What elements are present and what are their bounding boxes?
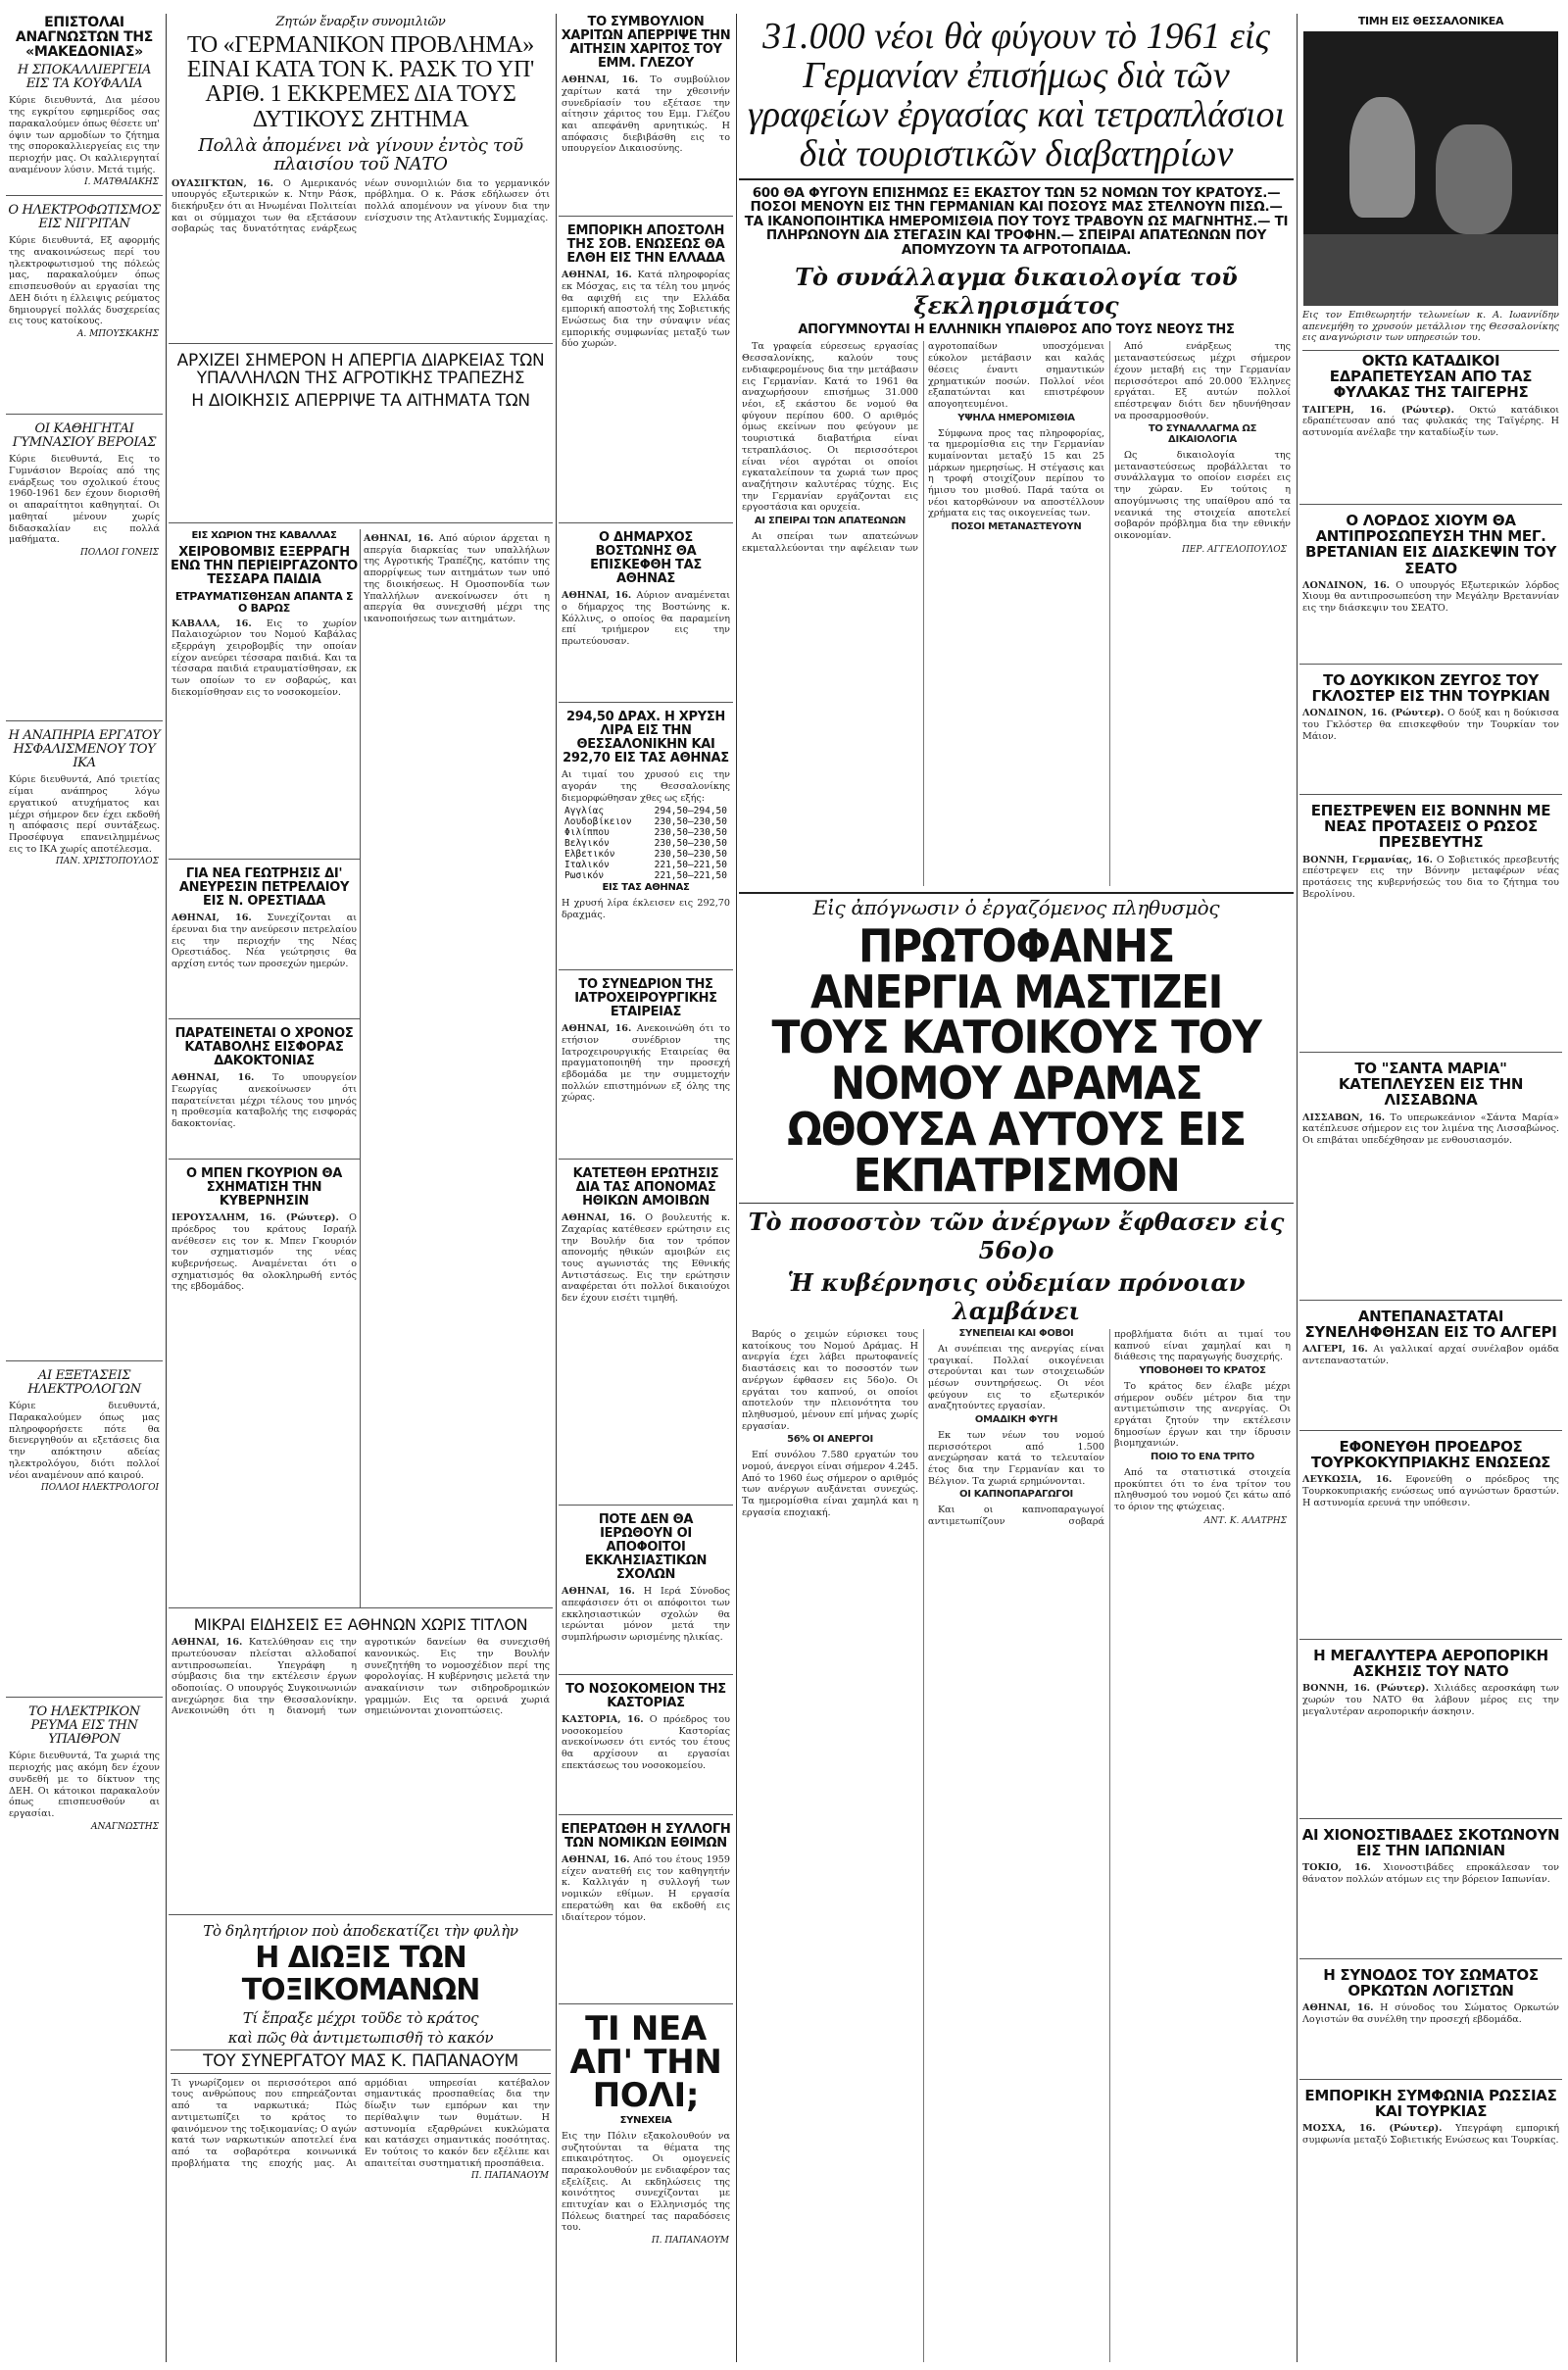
gold-rate-row [564, 870, 727, 881]
two-column-block [169, 529, 553, 1608]
article-signature: ΠΑΝ. ΧΡΙΣΤΟΠΟΥΛΟΣ [55, 857, 159, 867]
article-body: Ανεκοινώθη ότι το ετήσιον συνέδριον της Ιατροχειρουργικής Εταιρείας θα πραγματοποιηθή την προσεχή εβδομάδα με την συμμετοχήν πολλών επιστημόνων εξ όλης της χώρας. [562, 1023, 730, 1104]
article-subtitle: ΕΤΡΑΥΜΑΤΙΣΘΗΣΑΝ ΑΠΑΝΤΑ Σ Ο ΒΑΡΩΣ [174, 589, 354, 615]
article-signature: Π. ΠΑΠΑΝΑΟΥΜ [651, 2236, 729, 2247]
article-title: Η ΔΙΩΞΙΣ ΤΩΝ ΤΟΞΙΚΟΜΑΝΩΝ [241, 1941, 480, 2007]
article-subtitle: Τί ἔπραξε μέχρι τοῦδε τὸ κράτος [242, 2008, 479, 2027]
question-article [559, 1165, 733, 1506]
article-title: ΤΟ ΝΟΣΟΚΟΜΕΙΟΝ ΤΗΣ ΚΑΣΤΟΡΙΑΣ [565, 1682, 726, 1711]
article-dateline: ΛΕΥΚΩΣΙΑ, 16. [1302, 1474, 1393, 1486]
drama-sub2: Ἡ κυβέρνησις οὐδεμίαν πρόνοιαν λαμβάνει [787, 1268, 1246, 1326]
article-body: Οκτώ κατάδικοι εδραπέτευσαν από τας φυλακάς της Ταϊγέρης. Η αστυνομία ανέλαβε την καταδίωξίν των. [1302, 404, 1559, 438]
photo-title: ΤΙΜΗ ΕΙΣ ΘΕΣΣΑΛΟΝΙΚΕΑ [1357, 15, 1504, 27]
article-body: Κύριε διευθυντά, Εις το Γυμνάσιον Βεροίας από της ενάρξεως του σχολικού έτους 1960-1961 δεν έχουν διορισθή οι απαραίτητοι καθηγηταί. Οι μαθηταί μένουν χωρίς διδασκαλίαν εις πολλά μαθήματα. [9, 454, 160, 546]
article-body: Χιονοστιβάδες επροκάλεσαν τον θάνατον πολλών ατόμων εις την βόρειον Ιαπωνίαν. [1302, 1862, 1559, 1886]
letter-article [6, 420, 163, 721]
article-dateline: ΑΘΗΝΑΙ, 16. [172, 1637, 243, 1649]
main-deck: 600 ΘΑ ΦΥΓΟΥΝ ΕΠΙΣΗΜΩΣ ΕΞ ΕΚΑΣΤΟΥ ΤΩΝ 52 ΝΟΜΩΝ ΤΟΥ ΚΡΑΤΟΥΣ.— ΠΟΣΟΙ ΜΕΝΟΥΝ ΕΙΣ ΤΗΝ ΓΕΡΜΑΝΙΑΝ ΚΑΙ ΠΟΣΟΥΣ ΜΑΣ ΣΤΕΛΝΟΥΝ ΠΙΣΩ.— ΤΑ ΙΚΑΝΟΠΟΙΗΤΙΚΑ ΗΜΕΡΟΜΙΣΘΙΑ ΠΟΥ ΤΟΥΣ ΤΡΑΒΟΥΝ ΩΣ ΜΑΓΝΗΤΗΣ.— ΤΙ ΠΛΗΡΩΝΟΥΝ ΔΙΑ ΣΤΕΓΑΣΙΝ ΚΑΙ ΤΡΟΦΗΝ.— ΣΠΕΙΡΑΙ ΑΠΑΤΕΩΝΩΝ ΠΟΥ ΑΠΟΜΥΖΟΥΝ ΤΑ ΑΓΡΟΤΟΠΑΙΔΑ. [744, 184, 1289, 258]
main-section-title: ΤΟ ΣΥΝΑΛΛΑΓΜΑ ΩΣ ΔΙΚΑΙΟΛΟΓΙΑ [1148, 423, 1257, 446]
article-signature: Ι. ΜΑΤΘΑΙΑΚΗΣ [84, 177, 159, 188]
drama-sub1: Τὸ ποσοστὸν τῶν ἀνέργων ἔφθασεν εἰς 56ο)ο [739, 1203, 1294, 1264]
main-paragraph: Αι σπείραι των απατεώνων εκμεταλλεύονται την αφέλειαν των αγροτοπαίδων υποσχόμεναι εύκολον μετάβασιν και καλάς θέσεις έναντι σημαντικών χρηματικών ποσών. Πολλοί νέοι εξαπατώνται και επιστρέφουν απογοητευμένοι. [742, 341, 1104, 554]
drama-signature: ΑΝΤ. Κ. ΑΛΑΤΡΗΣ [1203, 1515, 1287, 1526]
letter-article [6, 14, 163, 196]
article-body: Η Ιερά Σύνοδος απεφάσισεν ότι οι απόφοιτοι των εκκλησιαστικών σχολών θα ιερώνται μόνον μετά την συμπλήρωσιν ωρισμένης ηλικίας. [562, 1586, 730, 1643]
article-kicker: Ζητών ἔναρξιν συνομιλιῶν [275, 15, 446, 29]
article-title: ΤΙ ΝΕΑ ΑΠ' ΤΗΝ ΠΟΛΙ; [569, 2010, 722, 2115]
article-body: Κύριε διευθυντά, Από τριετίας είμαι ανάπηρος λόγω εργατικού ατυχήματος και μέχρι σήμερον δεν έχει εκδοθή η απόφασις περί συντάξεως. Προσέφυγα επανειλημμένως εις το ΙΚΑ χωρίς αποτέλεσμα. [9, 774, 160, 855]
gold-rate-name: Ελβετικόν [564, 849, 615, 861]
grenade-article [169, 529, 360, 860]
dakoktonia-article [169, 1025, 360, 1160]
article-body: Αι γαλλικαί αρχαί συνέλαβον ομάδα αντεπαναστατών. [1302, 1344, 1559, 1367]
article-dateline: ΑΘΗΝΑΙ, 16. [562, 1586, 635, 1598]
article-title: ΑΙ ΧΙΟΝΟΣΤΙΒΑΔΕΣ ΣΚΟΤΩΝΟΥΝ ΕΙΣ ΤΗΝ ΙΑΠΩΝΙΑΝ [1301, 1825, 1560, 1860]
article-dateline: ΑΘΗΝΑΙ, 16. [562, 590, 632, 602]
gold-rate-value: 230,50—230,50 [654, 816, 727, 828]
article-dateline: ΑΘΗΝΑΙ, 16. [562, 270, 632, 281]
main-paragraph: Σύμφωνα προς τας πληροφορίας, τα ημερομίσθια εις την Γερμανίαν κυμαίνονται μεταξύ 15 και 25 μάρκων ημερησίως. Η στέγασις και η τροφή στοιχίζουν περίπου το ήμισυ του μισθού. Παρά ταύτα οι νέοι κατορθώνουν να αποστέλλουν χρήματα εις τας οικογενείας των. [928, 427, 1104, 519]
newspaper-page [6, 14, 1562, 2362]
nato-exercise-article [1299, 1646, 1562, 1819]
article-body: Χιλιάδες αεροσκάφη των χωρών του ΝΑΤΟ θα λάβουν μέρος εις την μεγαλυτέραν αεροπορικήν άσκησιν. [1302, 1683, 1559, 1717]
article-title: ΚΑΤΕΤΕΘΗ ΕΡΩΤΗΣΙΣ ΔΙΑ ΤΑΣ ΑΠΟΝΟΜΑΣ ΗΘΙΚΩΝ ΑΜΟΙΒΩΝ [572, 1166, 719, 1210]
article-body: Ο δούξ και η δούκισσα του Γκλόστερ θα επισκεφθούν την Τουρκίαν τον Μάιον. [1302, 708, 1559, 742]
article-dateline: ΙΕΡΟΥΣΑΛΗΜ, 16. (Ρώυτερ). [172, 1212, 339, 1224]
oil-article [169, 865, 360, 1019]
article-title: ΕΜΠΟΡΙΚΗ ΑΠΟΣΤΟΛΗ ΤΗΣ ΣΟΒ. ΕΝΩΣΕΩΣ ΘΑ ΕΛΘΗ ΕΙΣ ΤΗΝ ΕΛΛΑΔΑ [566, 223, 725, 267]
gold-rate-name: Βελγικόν [564, 838, 610, 850]
gold-rate-name: Ιταλικόν [564, 860, 610, 871]
article-dateline: ΒΟΝΝΗ, 16. (Ρώυτερ). [1302, 1683, 1429, 1695]
algeria-article [1299, 1307, 1562, 1431]
column-rule [1297, 14, 1298, 2362]
article-title: Η ΜΕΓΑΛΥΤΕΡΑ ΑΕΡΟΠΟΡΙΚΗ ΑΣΚΗΣΙΣ ΤΟΥ ΝΑΤΟ [1313, 1646, 1548, 1681]
soviet-trade-article [559, 222, 733, 523]
drugs-article [169, 1921, 553, 2189]
drama-section-title: 56% ΟΙ ΑΝΕΡΓΟΙ [787, 1434, 873, 1446]
article-body: Ο υπουργός Εξωτερικών λόρδος Χιουμ θα αντιπροσωπεύση την Μεγάλην Βρεταννίαν εις την διάσκεψιν του ΣΕΑΤΟ. [1302, 579, 1559, 615]
article-dateline: ΜΟΣΧΑ, 16. (Ρώυτερ). [1302, 2123, 1443, 2135]
main-body [742, 341, 1291, 886]
drama-section-title: ΠΟΙΟ ΤΟ ΕΝΑ ΤΡΙΤΟ [1151, 1452, 1254, 1463]
drama-article [739, 892, 1294, 2362]
gold-rate-name: Φιλίππου [564, 827, 610, 839]
drama-kicker: Εἰς ἀπόγνωσιν ὁ ἐργαζόμενος πληθυσμὸς [812, 896, 1220, 919]
letter-article [6, 727, 163, 1361]
drama-paragraph: Αι συνέπειαι της ανεργίας είναι τραγικαί. Πολλαί οικογένειαι στερούνται και των στοιχειωδών μέσων συντηρήσεως. Οι νέοι φεύγουν εις το εξωτερικόν αναζητούντες εργασίαν. [928, 1343, 1104, 1412]
article-body: Υπεγράφη εμπορική συμφωνία μεταξύ Σοβιετικής Ενώσεως και Τουρκίας. [1302, 2123, 1559, 2147]
main-paragraph: Τα γραφεία εύρεσεως εργασίας Θεσσαλονίκης, καλούν τους ενδιαφερομένους δια την μετάβασιν εις Γερμανίαν. Κατά το 1961 θα αναχωρήσουν επισήμως 31.000 νέοι, εξ εκάστου δε νομού θα φύγουν περίπου 600. Ο αριθμός όμως εκείνων που φεύγουν με τουριστικά διαβατήρια είναι τετραπλάσιος. Οι περισσότεροι είναι νέοι αγρόται οι οποίοι εγκαταλείπουν τα χωριά των προς αναζήτησιν καλυτέρας τύχης. Εις την Γερμανίαν εργάζονται εις εργοστάσια και ορυχεία. [742, 341, 918, 514]
main-paragraph: Από ενάρξεως της μεταναστεύσεως μέχρι σήμερον έχουν μεταβή εις την Γερμανίαν περισσότεροι από 20.000 Έλληνες εργάται. Εξ αυτών πολλοί επέστρεψαν διότι δεν ηδυνήθησαν να προσαρμοσθούν. [1114, 341, 1291, 421]
main-subheadline: Τὸ συνάλλαγμα δικαιολογία τοῦ ξεκληρισμάτος [795, 263, 1238, 321]
gold-price-article [559, 709, 733, 970]
drama-section-title: ΟΙ ΚΑΠΝΟΠΑΡΑΓΩΓΟΙ [959, 1489, 1073, 1501]
hospital-article [559, 1681, 733, 1815]
article-kicker: ΣΥΝΕΧΕΙΑ [619, 2115, 672, 2126]
main-subheadline-2: ΑΠΟΓΥΜΝΟΥΤΑΙ Η ΕΛΛΗΝΙΚΗ ΥΠΑΙΘΡΟΣ ΑΠΟ ΤΟΥΣ ΝΕΟΥΣ ΤΗΣ [798, 322, 1235, 338]
article-dateline: ΛΟΝΔΙΝΟΝ, 16. (Ρώυτερ). [1302, 708, 1445, 719]
article-kicker: ΕΙΣ ΧΩΡΙΟΝ ΤΗΣ ΚΑΒΑΛΛΑΣ [191, 530, 337, 541]
article-title: ΑΝΤΕΠΑΝΑΣΤΑΤΑΙ ΣΥΝΕΛΗΦΘΗΣΑΝ ΕΙΣ ΤΟ ΑΛΓΕΡΙ [1304, 1307, 1557, 1342]
article-title: Ο ΔΗΜΑΡΧΟΣ ΒΟΣΤΩΝΗΣ ΘΑ ΕΠΙΣΚΕΦΘΗ ΤΑΣ ΑΘΗΝΑΣ [590, 530, 702, 587]
avalanche-article [1299, 1825, 1562, 1959]
article-body: Το υπερωκεάνιον «Σάντα Μαρία» κατέπλευσε σήμερον εις τον λιμένα της Λισσαβώνος. Οι επιβάται υπεδέχθησαν με ενθουσιασμόν. [1302, 1111, 1559, 1146]
glezos-article [559, 14, 733, 217]
article-body: Κύριε διευθυντά, Τα χωριά της περιοχής μας ακόμη δεν έχουν συνδεθή με το δίκτυον της ΔΕΗ. Οι κάτοικοι παρακαλούν όπως επισπευσθούν αι εργασίαι. [9, 1751, 160, 1819]
drama-section-title: ΥΠΟΒΟΗΘΕΙ ΤΟ ΚΡΑΤΟΣ [1139, 1365, 1266, 1377]
ben-gurion-article [169, 1165, 360, 1299]
gloucester-article [1299, 670, 1562, 795]
drama-paragraph: Και οι καπνοπαραγωγοί αντιμετωπίζουν σοβαρά προβλήματα διότι αι τιμαί του καπνού είναι χαμηλαί και η διάθεσις της παραγωγής δυσχερής. [928, 1329, 1291, 1527]
article-subhead: ΕΙΣ ΤΑΣ ΑΘΗΝΑΣ [602, 882, 690, 894]
gold-rates-table [564, 806, 727, 881]
article-body: Κύριε διευθυντά, Εξ αφορμής της ανακοινώσεως περί του ηλεκτροφωτισμού της πόλεώς μας, παρακαλούμεν όπως επισπευσθούν αι εργασίαι της ΔΕΗ διότι η έλλειψις ρεύματος δημιουργεί πολλάς δυσχερείας εις τους κατοίκους. [9, 235, 160, 327]
gold-rate-name: Αγγλίας [564, 806, 605, 817]
article-dateline: ΑΘΗΝΑΙ, 16. [562, 1854, 630, 1866]
column-rule [736, 14, 737, 2362]
gold-rate-name: Ρωσικόν [564, 870, 605, 882]
rusk-article [169, 14, 553, 344]
article-body: Ο πρόεδρος του νοσοκομείου Καστορίας ανεκοίνωσεν ότι εντός του έτους θα αρχίσουν αι εργασίαι επεκτάσεως του νοσοκομείου. [562, 1714, 730, 1771]
article-signature: Π. ΠΑΠΑΝΑΟΥΜ [470, 2171, 549, 2182]
article-title: ΓΙΑ ΝΕΑ ΓΕΩΤΡΗΣΙΣ ΔΙ' ΑΝΕΥΡΕΣΙΝ ΠΕΤΡΕΛΑΙΟΥ ΕΙΣ Ν. ΟΡΕΣΤΙΑΔΑ [178, 866, 350, 910]
trade-agreement-article [1299, 2086, 1562, 2152]
article-body: Η σύνοδος του Σώματος Ορκωτών Λογιστών θα συνέλθη την προσεχή εβδομάδα. [1302, 2002, 1559, 2026]
article-title: Η ΑΝΑΠΗΡΙΑ ΕΡΓΑΤΟΥ ΗΣΦΑΛΙΣΜΕΝΟΥ ΤΟΥ ΙΚΑ [8, 728, 161, 771]
drama-paragraph: Εκ των νέων του νομού περισσότεροι από 1.500 ανεχώρησαν κατά το τελευταίον έτος δια την Γερμανίαν και το Βέλγιον. Τα χωριά ερημώνονται. [928, 1429, 1104, 1487]
article-body: Από αύριον άρχεται η απεργία διαρκείας των υπαλλήλων της Αγροτικής Τραπέζης, κατόπιν της απορρίψεως των αιτημάτων των υπό της διοικήσεως. Η Ομοσπονδία των Υπαλλήλων ανεκοίνωσεν ότι η απεργία θα συνεχισθή μέχρι της ικανοποιήσεως των αιτημάτων. [364, 533, 550, 624]
article-body: Η χρυσή λίρα έκλεισεν εις 292,70 δραχμάς. [562, 898, 730, 920]
news-photo [1303, 31, 1558, 306]
main-signature: ΠΕΡ. ΑΓΓΕΛΟΠΟΥΛΟΣ [1181, 544, 1287, 555]
article-title: ΟΙ ΚΑΘΗΓΗΤΑΙ ΓΥΜΝΑΣΙΟΥ ΒΕΡΟΙΑΣ [12, 421, 157, 451]
news-column-2 [169, 14, 553, 2362]
article-title: ΕΜΠΟΡΙΚΗ ΣΥΜΦΩΝΙΑ ΡΩΣΣΙΑΣ ΚΑΙ ΤΟΥΡΚΙΑΣ [1304, 2086, 1557, 2121]
article-subtitle: Πολλὰ ἀπομένει νὰ γίνουν ἐντὸς τοῦ πλαισίου τοῦ ΝΑΤΟ [198, 134, 523, 175]
santa-maria-article [1299, 1059, 1562, 1301]
news-column-6 [1299, 14, 1562, 2362]
news-column-3 [559, 14, 733, 2362]
article-title: Η ΣΥΝΟΔΟΣ ΤΟΥ ΣΩΜΑΤΟΣ ΟΡΚΩΤΩΝ ΛΟΓΙΣΤΩΝ [1323, 1965, 1539, 2000]
article-body: Ο Αμερικανός υπουργός εξωτερικών κ. Ντην Ράσκ, διεκήρυξεν ότι αι Ηνωμέναι Πολιτείαι και οι σύμμαχοι των θα εξετάσουν σοβαρώς τας δυνατότητας ενάρξεως νέων συνομιλιών δια το γερμανικόν πρόβλημα. Ο κ. Ράσκ εδήλωσεν ότι πολλά απομένουν να γίνουν δια την ενίσχυσιν της Ατλαντικής Συμμαχίας. [172, 177, 550, 235]
gold-rate-value: 230,50—230,50 [654, 827, 727, 839]
article-dateline: ΚΑΒΑΛΑ, 16. [172, 617, 252, 629]
photo-floor [1303, 234, 1558, 306]
ambassador-article [1299, 801, 1562, 1053]
article-title: ΕΦΟΝΕΥΘΗ ΠΡΟΕΔΡΟΣ ΤΟΥΡΚΟΚΥΠΡΙΑΚΗΣ ΕΝΩΣΕΩΣ [1310, 1437, 1551, 1472]
photo-caption: Εις τον Επιθεωρητήν τελωνείων κ. Α. Ιωαννίδην απενεμήθη το χρυσούν μετάλλιον της Θεσσαλονίκης εις αναγνώρισιν των υπηρεσιών του. [1302, 310, 1559, 351]
boston-mayor-article [559, 529, 733, 703]
main-section-title: ΑΙ ΣΠΕΙΡΑΙ ΤΩΝ ΑΠΑΤΕΩΝΩΝ [754, 516, 906, 527]
article-subtitle: καὶ πῶς θὰ ἀντιμετωπισθῆ τὸ κακόν [227, 2029, 494, 2048]
gold-rate-value: 230,50—230,50 [654, 849, 727, 861]
gold-rate-value: 221,50—221,50 [654, 860, 727, 871]
gold-rate-row [564, 838, 727, 849]
article-title: Ο ΜΠΕΝ ΓΚΟΥΡΙΟΝ ΘΑ ΣΧΗΜΑΤΙΣΗ ΤΗΝ ΚΥΒΕΡΝΗΣΙΝ [185, 1166, 343, 1210]
article-signature: ΑΝΑΓΝΩΣΤΗΣ [90, 1821, 159, 1832]
article-title: ΤΟ «ΓΕΡΜΑΝΙΚΟΝ ΠΡΟΒΛΗΜΑ» ΕΙΝΑΙ ΚΑΤΑ ΤΟΝ Κ. ΡΑΣΚ ΤΟ ΥΠ' ΑΡΙΘ. 1 ΕΚΚΡΕΜΕΣ ΔΙΑ ΤΟΥΣ ΔΥΤΙΚΟΥΣ ΖΗΤΗΜΑ [186, 32, 535, 132]
main-paragraph: Ως δικαιολογία της μεταναστεύσεως προβάλλεται το συνάλλαγμα το οποίον εισρέει εις την χώραν. Εν τούτοις η απογύμνωσις της υπαίθρου από τα νεανικά της στοιχεία αποτελεί σοβαρόν πρόβλημα δια την εθνικήν οικονομίαν. [1114, 450, 1291, 541]
article-title: ΠΑΡΑΤΕΙΝΕΤΑΙ Ο ΧΡΟΝΟΣ ΚΑΤΑΒΟΛΗΣ ΕΙΣΦΟΡΑΣ ΔΑΚΟΚΤΟΝΙΑΣ [174, 1026, 354, 1069]
drama-headline: ΠΡΩΤΟΦΑΝΗΣ ΑΝΕΡΓΙΑ ΜΑΣΤΙΖΕΙ ΤΟΥΣ ΚΑΤΟΙΚΟΥΣ ΤΟΥ ΝΟΜΟΥ ΔΡΑΜΑΣ ΩΘΟΥΣΑ ΑΥΤΟΥΣ ΕΙΣ ΕΚΠΑΤΡΙΣΜΟΝ [771, 918, 1261, 1203]
drama-paragraph: Βαρύς ο χειμών εύρισκει τους κατοίκους του Νομού Δράμας. Η ανεργία έχει λάβει πρωτοφανείς διαστάσεις και το ποσοστόν των ανέργων έφθασεν εις 56ο)ο. Οι εργάται του καπνού, οι οποίοι αποτελούν την πλειονότητα του πληθυσμού, μένουν επί μήνας χωρίς εργασίαν. [742, 1329, 918, 1432]
article-subtitle: Η ΣΠΟΚΑΛΛΙΕΡΓΕΙΑ ΕΙΣ ΤΑ ΚΟΥΦΑΛΙΑ [17, 63, 152, 92]
article-body: Κύριε διευθυντά, Παρακαλούμεν όπως μας πληροφορήσετε πότε θα διενεργηθούν αι εξετάσεις δια την απόκτησιν αδείας ηλεκτρολόγου, διότι πολλοί νέοι αναμένουν από καιρού. [9, 1401, 160, 1481]
customs-article [559, 1821, 733, 2004]
short-news-article [169, 1614, 553, 1915]
article-byline: ΤΟΥ ΣΥΝΕΡΓΑΤΟΥ ΜΑΣ Κ. ΠΑΠΑΝΑΟΥΜ [171, 2049, 551, 2073]
article-dateline: ΛΟΝΔΙΝΟΝ, 16. [1302, 579, 1390, 591]
strike-article [169, 350, 553, 523]
article-dateline: ΤΑΙΓΕΡΗ, 16. (Ρώυτερ). [1302, 404, 1454, 416]
article-body: Εις το χωρίον Παλαιοχώριον του Νομού Καβάλας εξερράγη χειροβομβίς την οποίαν είχον ανεύρει τέσσαρα παιδιά. Και τα τέσσαρα παιδιά ετραυματίσθησαν, εκ των οποίων το εν σοβαρώς, και διεκομίσθησαν εις το νοσοκομείον. [172, 617, 357, 698]
gold-rate-value: 230,50—230,50 [654, 838, 727, 850]
article-body: Το συμβούλιον χαρίτων κατά την χθεσινήν συνεδρίασίν του εξέτασε την αίτησιν χάριτος του Εμμ. Γλέζου και απεφάνθη αρνητικώς. Η απόφασις διεβιβάσθη εις το υπουργείον Δικαιοσύνης. [562, 74, 730, 155]
article-title: 294,50 ΔΡΑΧ. Η ΧΡΥΣΗ ΛΙΡΑ ΕΙΣ ΤΗΝ ΘΕΣΣΑΛΟΝΙΚΗΝ ΚΑΙ 292,70 ΕΙΣ ΤΑΣ ΑΘΗΝΑΣ [563, 710, 729, 766]
ordination-article [559, 1511, 733, 1675]
article-dateline: ΤΟΚΙΟ, 16. [1302, 1862, 1371, 1874]
congress-article [559, 976, 733, 1160]
article-title: ΤΟ "ΣΑΝΤΑ ΜΑΡΙΑ" ΚΑΤΕΠΛΕΥΣΕΝ ΕΙΣ ΤΗΝ ΛΙΣΣΑΒΩΝΑ [1338, 1059, 1524, 1110]
article-body: Αι τιμαί του χρυσού εις την αγοράν της Θεσσαλονίκης διεμορφώθησαν χθες ως εξής: [562, 769, 730, 804]
article-title: ΠΟΤΕ ΔΕΝ ΘΑ ΙΕΡΩΘΟΥΝ ΟΙ ΑΠΟΦΟΙΤΟΙ ΕΚΚΛΗΣΙΑΣΤΙΚΩΝ ΣΧΟΛΩΝ [584, 1512, 708, 1583]
drama-paragraph: Επί συνόλου 7.580 εργατών του νομού, άνεργοι είναι σήμερον 4.245. Από το 1960 έως σήμερον ο αριθμός των ανέργων αυξάνεται συνεχώς. Τα ημερομίσθια είναι χαμηλά και η εργασία εποχιακή. [742, 1450, 918, 1518]
photo-figure [1436, 124, 1512, 234]
drama-paragraph: Το κράτος δεν έλαβε μέχρι σήμερον ουδέν μέτρον δια την αντιμετώπισιν της ανεργίας. Οι εργάται ζητούν την εκτέλεσιν δημοσίων έργων και την ίδρυσιν βιομηχανιών. [1114, 1380, 1291, 1450]
article-body: Τι γνωρίζομεν οι περισσότεροι από τους ανθρώπους που επηρεάζονται από τα ναρκωτικά; Πώς αντιμετωπίζει το κράτος το φαινόμενον της τοξικομανίας; Ο αγών κατά των ναρκωτικών αποτελεί ένα από τα σοβαρότερα κοινωνικά προβλήματα της εποχής μας. Αι αρμόδιαι υπηρεσίαι κατέβαλον σημαντικάς προσπαθείας δια την δίωξιν των εμπόρων και την περίθαλψιν των θυμάτων. Η αστυνομία εξαρθρώνει κυκλώματα και κατάσχει σημαντικάς ποσότητας. Εν τούτοις το κακόν δεν εξέλιπε και απαιτείται συστηματική προσπάθεια. [172, 2077, 550, 2169]
accountants-article [1299, 1965, 1562, 2080]
gold-rate-value: 221,50—221,50 [654, 870, 727, 882]
article-dateline: ΒΟΝΝΗ, Γερμανίας, 16. [1302, 854, 1433, 865]
article-body: Συνεχίζονται αι έρευναι δια την ανεύρεσιν πετρελαίου εις την περιοχήν της Νέας Ορεστιάδος. Νέα γεώτρησις θα αρχίση εντός των προσεχών ημερών. [172, 913, 358, 969]
home-article [1299, 511, 1562, 665]
article-body: Κατελύθησαν εις την πρωτεύουσαν πλείσται αλλοδαποί αντιπροσωπείαι. Υπεγράφη η σύμβασις δια την εκτέλεσιν έργων οδοποιίας. Ο υπουργός Συγκοινωνιών ανεχώρησε δια την Θεσσαλονίκην. Ανεκοινώθη ότι η διανομή των αγροτικών δανείων θα συνεχισθή κανονικώς. Εις την Βουλήν συνεζητήθη το νομοσχέδιον περί της φορολογίας. Η κυβέρνησις μελετά την ανακαίνισιν των σιδηροδρομικών γραμμών. Εις τα ορεινά χωριά σημειώνονται χιονοπτώσεις. [172, 1637, 550, 1717]
gold-rate-row [564, 816, 727, 827]
article-body: Ο πρόεδρος του κράτους Ισραήλ ανέθεσεν εις τον κ. Μπεν Γκουριόν τον σχηματισμόν της νέας κυβερνήσεως. Αναμένεται ότι ο σχηματισμός θα ολοκληρωθή εντός της εβδομάδος. [172, 1212, 357, 1293]
article-dateline: ΚΑΣΤΟΡΙΑ, 16. [562, 1714, 644, 1726]
column-rule [166, 14, 167, 2362]
strike-body [364, 533, 550, 625]
article-title: ΧΕΙΡΟΒΟΜΒΙΣ ΕΞΕΡΡΑΓΗ ΕΝΩ ΤΗΝ ΠΕΡΙΕΙΡΓΑΖΟΝΤΟ ΤΕΣΣΑΡΑ ΠΑΙΔΙΑ [171, 544, 358, 587]
cyprus-article [1299, 1437, 1562, 1640]
letter-article [6, 1367, 163, 1698]
gold-rate-name: Λουδοβίκειον [564, 816, 632, 828]
article-title: ΑΙ ΕΞΕΤΑΣΕΙΣ ΗΛΕΚΤΡΟΛΟΓΩΝ [27, 1368, 141, 1398]
photo-figure [1349, 97, 1416, 218]
article-signature: ΠΟΛΛΟΙ ΗΛΕΚΤΡΟΛΟΓΟΙ [40, 1483, 159, 1494]
article-body: Ο βουλευτής κ. Ζαχαρίας κατέθεσεν ερώτησιν εις την Βουλήν δια τον τρόπον απονομής ηθικών αμοιβών εις τους αγωνιστάς της Εθνικής Αντιστάσεως. Εις την ερώτησιν αναφέρεται ότι πολλοί δικαιούχοι δεν έχουν εισέτι τιμηθή. [562, 1212, 730, 1305]
escape-article [1299, 351, 1562, 505]
article-body: Ο Σοβιετικός πρεσβευτής επέστρεψεν εις την Βόννην μεταφέρων νέας προτάσεις της κυβερνήσεώς του δια το ζήτημα του Βερολίνου. [1302, 854, 1559, 900]
article-signature: ΠΟΛΛΟΙ ΓΟΝΕΙΣ [79, 548, 159, 558]
letter-article [6, 1703, 163, 1839]
article-dateline: ΛΙΣΣΑΒΩΝ, 16. [1302, 1111, 1386, 1123]
article-dateline: ΑΘΗΝΑΙ, 16. [364, 533, 434, 544]
article-body: Εις την Πόλιν εξακολουθούν να συζητούνται τα θέματα της επικαιρότητος. Οι ομογενείς παρακολουθούν με ενδιαφέρον τας εξελίξεις. Αι εκδηλώσεις της κοινότητος συνεχίζονται με επιτυχίαν και ο Ελληνισμός της Πόλεως διατηρεί τας παραδόσεις του. [562, 2130, 730, 2234]
article-title: ΤΟ ΣΥΝΕΔΡΙΟΝ ΤΗΣ ΙΑΤΡΟΧΕΙΡΟΥΡΓΙΚΗΣ ΕΤΑΙΡΕΙΑΣ [574, 977, 717, 1020]
drama-paragraph: Από τα στατιστικά στοιχεία προκύπτει ότι το ένα τρίτον του πληθυσμού του νομού ζει κάτω από το όριον της φτώχειας. [1114, 1466, 1291, 1513]
article-title: ΕΠΕΣΤΡΕΨΕΝ ΕΙΣ ΒΟΝΝΗΝ ΜΕ ΝΕΑΣ ΠΡΟΤΑΣΕΙΣ Ο ΡΩΣΟΣ ΠΡΕΣΒΕΥΤΗΣ [1310, 801, 1551, 852]
article-dateline: ΟΥΑΣΙΓΚΤΩΝ, 16. [172, 177, 273, 189]
article-dateline: ΑΘΗΝΑΙ, 16. [562, 1212, 636, 1224]
article-dateline: ΑΛΓΕΡΙ, 16. [1302, 1344, 1368, 1356]
article-signature: Α. ΜΠΟΥΣΚΑΚΗΣ [76, 329, 159, 339]
article-title: Ο ΗΛΕΚΤΡΟΦΩΤΙΣΜΟΣ ΕΙΣ ΝΙΓΡΙΤΑΝ [8, 203, 161, 232]
article-kicker: Τὸ δηλητήριον ποὺ ἀποδεκατίζει τὴν φυλὴν [203, 1922, 518, 1940]
article-title: ΑΡΧΙΖΕΙ ΣΗΜΕΡΟΝ Η ΑΠΕΡΓΙΑ ΔΙΑΡΚΕΙΑΣ ΤΩΝ ΥΠΑΛΛΗΛΩΝ ΤΗΣ ΑΓΡΟΤΙΚΗΣ ΤΡΑΠΕΖΗΣ [176, 351, 545, 389]
main-section-title: ΥΨΗΛΑ ΗΜΕΡΟΜΙΣΘΙΑ [957, 412, 1075, 423]
left-subcolumn [169, 529, 361, 1607]
article-dateline: ΑΘΗΝΑΙ, 16. [562, 1023, 632, 1035]
article-dateline: ΑΘΗΝΑΙ, 16. [172, 1072, 255, 1084]
article-body: Κύριε διευθυντά, Δια μέσου της εγκρίτου εφημερίδος σας παρακαλούμεν όπως θέσετε υπ' όψιν των αρμοδίων το ζήτημα της σποροκαλλιεργείας εις την περιοχήν μας. Οι καλλιεργηταί αναμένουν λύσιν. Μετά τιμής. [9, 95, 160, 175]
main-article [739, 14, 1294, 886]
gold-rate-row [564, 860, 727, 870]
letters-column [6, 14, 163, 2362]
article-body: Από του έτους 1959 είχεν ανατεθή εις τον καθηγητήν κ. Καλλιγάν η συλλογή των νομικών εθίμων. Η εργασία επερατώθη και θα εκδοθή εις ιδιαίτερον τόμον. [562, 1854, 730, 1923]
gold-rate-row [564, 806, 727, 816]
article-subtitle: Η ΔΙΟΙΚΗΣΙΣ ΑΠΕΡΡΙΨΕ ΤΑ ΑΙΤΗΜΑΤΑ ΤΩΝ [191, 390, 530, 411]
article-body: Το υπουργείον Γεωργίας ανεκοίνωσεν ότι παρατείνεται μέχρι τέλους του μηνός η προθεσμία καταβολής της εισφοράς δακοκτονίας. [172, 1072, 357, 1129]
article-dateline: ΑΘΗΝΑΙ, 16. [172, 913, 252, 924]
drama-body [742, 1329, 1291, 2362]
gold-rate-value: 294,50—294,50 [654, 806, 727, 817]
article-title: ΤΟ ΔΟΥΚΙΚΟΝ ΖΕΥΓΟΣ ΤΟΥ ΓΚΛΟΣΤΕΡ ΕΙΣ ΤΗΝ ΤΟΥΡΚΙΑΝ [1311, 670, 1550, 706]
main-section-title: ΠΟΣΟΙ ΜΕΤΑΝΑΣΤΕΥΟΥΝ [951, 521, 1082, 533]
article-title: ΟΚΤΩ ΚΑΤΑΔΙΚΟΙ ΕΔΡΑΠΕΤΕΥΣΑΝ ΑΠΟ ΤΑΣ ΦΥΛΑΚΑΣ ΤΗΣ ΤΑΙΓΕΡΗΣ [1329, 351, 1533, 402]
article-title: ΜΙΚΡΑΙ ΕΙΔΗΣΕΙΣ ΕΞ ΑΘΗΝΩΝ ΧΩΡΙΣ ΤΙΤΛΟΝ [193, 1615, 528, 1634]
article-body: Εφονεύθη ο πρόεδρος της Τουρκοκυπριακής ενώσεως υπό αγνώστων δραστών. Η αστυνομία ερευνά την υπόθεσιν. [1302, 1474, 1559, 1508]
article-dateline: ΑΘΗΝΑΙ, 16. [562, 74, 639, 86]
article-dateline: ΑΘΗΝΑΙ, 16. [1302, 2002, 1374, 2014]
article-body: Κατά πληροφορίας εκ Μόσχας, εις τα τέλη του μηνός θα αφιχθή εις την Ελλάδα εμπορική αποστολή της Σοβιετικής Ενώσεως δια την σύναψιν νέας εμπορικής συμφωνίας μεταξύ των δύο χωρών. [562, 270, 731, 350]
article-title: ΕΠΙΣΤΟΛΑΙ ΑΝΑΓΝΩΣΤΩΝ ΤΗΣ «ΜΑΚΕΔΟΝΙΑΣ» [15, 15, 154, 61]
article-title: ΤΟ ΣΥΜΒΟΥΛΙΟΝ ΧΑΡΙΤΩΝ ΑΠΕΡΡΙΨΕ ΤΗΝ ΑΙΤΗΣΙΝ ΧΑΡΙΤΟΣ ΤΟΥ ΕΜΜ. ΓΛΕΖΟΥ [561, 15, 731, 72]
drama-section-title: ΟΜΑΔΙΚΗ ΦΥΓΗ [974, 1414, 1058, 1426]
polis-article [559, 2010, 733, 2253]
column-rule [556, 14, 557, 2362]
drama-section-title: ΣΥΝΕΠΕΙΑΙ ΚΑΙ ΦΟΒΟΙ [958, 1328, 1074, 1340]
article-title: Ο ΛΟΡΔΟΣ ΧΙΟΥΜ ΘΑ ΑΝΤΙΠΡΟΣΩΠΕΥΣΗ ΤΗΝ ΜΕΓ. ΒΡΕΤΑΝΙΑΝ ΕΙΣ ΔΙΑΣΚΕΨΙΝ ΤΟΥ ΣΕΑΤΟ [1304, 511, 1557, 577]
article-body: Αύριον αναμένεται ο δήμαρχος της Βοστώνης κ. Κόλλινς, ο οποίος θα παραμείνη επί τριήμερον εις την πρωτεύουσαν. [562, 590, 730, 647]
main-headline: 31.000 νέοι θὰ φύγουν τὸ 1961 εἰς Γερμανίαν ἐπισήμως διὰ τῶν γραφείων ἐργασίας καὶ τετραπλάσιοι διὰ τουριστικῶν διαβατηρίων [747, 16, 1286, 174]
letter-article [6, 202, 163, 415]
gold-rate-row [564, 827, 727, 838]
main-headline-block [739, 14, 1294, 180]
article-title: ΕΠΕΡΑΤΩΘΗ Η ΣΥΛΛΟΓΗ ΤΩΝ ΝΟΜΙΚΩΝ ΕΘΙΜΩΝ [561, 1822, 731, 1852]
article-title: ΤΟ ΗΛΕΚΤΡΙΚΟΝ ΡΕΥΜΑ ΕΙΣ ΤΗΝ ΥΠΑΙΘΡΟΝ [28, 1704, 140, 1748]
gold-rate-row [564, 849, 727, 860]
right-subcolumn [361, 529, 553, 1607]
